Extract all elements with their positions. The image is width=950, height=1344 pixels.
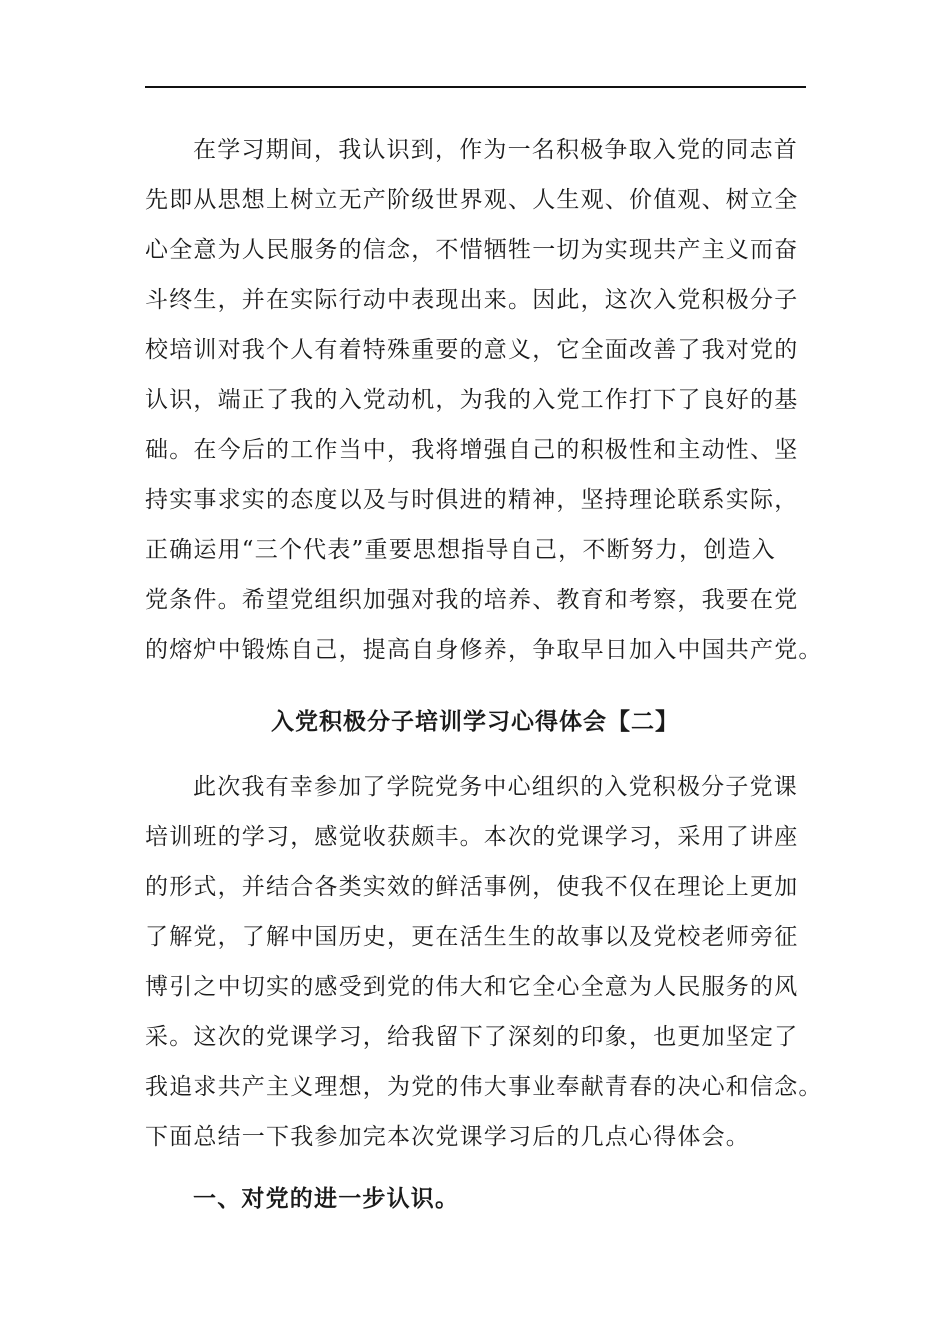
paragraph-1-line: 斗终生，并在实际行动中表现出来。因此，这次入党积极分子 <box>145 287 799 313</box>
subheading: 一、对党的进一步认识。 <box>193 1185 460 1212</box>
paragraph-1-line: 先即从思想上树立无产阶级世界观、人生观、价值观、树立全 <box>145 187 799 213</box>
section-title: 入党积极分子培训学习心得体会【二】 <box>271 708 679 735</box>
paragraph-2-line: 培训班的学习，感觉收获颇丰。本次的党课学习，采用了讲座 <box>145 824 799 850</box>
paragraph-1-line: 认识，端正了我的入党动机，为我的入党工作打下了良好的基 <box>145 387 799 413</box>
paragraph-1-line: 校培训对我个人有着特殊重要的意义，它全面改善了我对党的 <box>145 337 799 363</box>
paragraph-1-line: 的熔炉中锻炼自己，提高自身修养，争取早日加入中国共产党。 <box>145 637 823 663</box>
paragraph-2-line: 此次我有幸参加了学院党务中心组织的入党积极分子党课 <box>193 774 798 800</box>
paragraph-1-line: 础。在今后的工作当中，我将增强自己的积极性和主动性、坚 <box>145 437 799 463</box>
paragraph-2-line: 我追求共产主义理想，为党的伟大事业奉献青春的决心和信念。 <box>145 1074 823 1100</box>
paragraph-1-line: 心全意为人民服务的信念，不惜牺牲一切为实现共产主义而奋 <box>145 237 799 263</box>
paragraph-2-line: 下面总结一下我参加完本次党课学习后的几点心得体会。 <box>145 1124 750 1150</box>
paragraph-2-line: 了解党，了解中国历史，更在活生生的故事以及党校老师旁征 <box>145 924 799 950</box>
paragraph-1-line: 持实事求实的态度以及与时俱进的精神，坚持理论联系实际， <box>145 487 799 513</box>
paragraph-1-line: 党条件。希望党组织加强对我的培养、教育和考察，我要在党 <box>145 587 799 613</box>
paragraph-1-line: 在学习期间，我认识到，作为一名积极争取入党的同志首 <box>193 137 798 163</box>
header-rule <box>145 86 806 88</box>
paragraph-1-line: 正确运用“三个代表”重要思想指导自己，不断努力，创造入 <box>145 537 776 563</box>
paragraph-2-line: 博引之中切实的感受到党的伟大和它全心全意为人民服务的风 <box>145 974 799 1000</box>
paragraph-2-line: 的形式，并结合各类实效的鲜活事例，使我不仅在理论上更加 <box>145 874 799 900</box>
paragraph-2-line: 采。这次的党课学习，给我留下了深刻的印象，也更加坚定了 <box>145 1024 799 1050</box>
